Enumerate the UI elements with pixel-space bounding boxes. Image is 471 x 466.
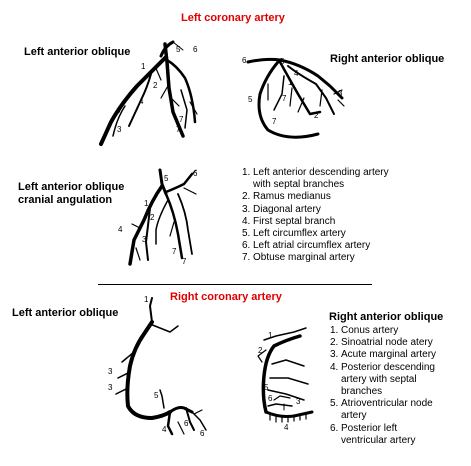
rca-lao-n4: 4: [162, 425, 167, 434]
lca-legend-text: Left anterior descending artery: [253, 167, 389, 178]
rca-rao-n5: 5: [264, 383, 269, 392]
rca-lao-drawing: [104, 292, 224, 442]
lca-lao-n3: 3: [117, 125, 122, 134]
rca-lao-sinoatrial: [150, 324, 178, 332]
lca-legend-num: 1.: [242, 167, 251, 178]
rca-legend-num: 2.: [330, 337, 339, 349]
rca-legend-num: 3.: [330, 349, 339, 361]
lca-legend-num: 5.: [242, 228, 251, 240]
lca-legend-num: 3.: [242, 203, 251, 215]
lca-lao-n2: 2: [153, 81, 158, 90]
lca-cranial-n4: 4: [118, 225, 123, 234]
lca-rao-n5: 5: [280, 57, 285, 66]
lca-lao-cranial-label-line2: cranial angulation: [18, 194, 113, 206]
rca-legend-item: [330, 362, 436, 374]
rca-legend-num: 4.: [330, 361, 339, 373]
lca-lao-cranial-label-line1: Left anterior oblique: [18, 181, 125, 193]
lca-legend-text: Ramus medianus: [253, 191, 331, 203]
rca-legend-item: [330, 337, 436, 349]
rca-legend-item: [330, 374, 436, 386]
lca-lao-n7a: 7: [179, 115, 184, 124]
rca-legend-text: Sinoatrial node atery: [341, 337, 433, 349]
right-coronary-title: Right coronary artery: [170, 291, 282, 303]
section-divider: [98, 284, 372, 285]
lca-lao-label: Left anterior oblique: [24, 46, 131, 58]
lca-legend-item: [242, 167, 389, 179]
rca-legend-text: Acute marginal artery: [341, 349, 437, 361]
lca-cranial-n7b: 7: [182, 257, 187, 266]
lca-legend-text: Obtuse marginal artery: [253, 252, 355, 264]
rca-lao-n6b: 6: [200, 429, 205, 438]
lca-lao-cranial-drawing: [112, 164, 212, 274]
rca-legend-text: branches: [341, 386, 383, 398]
lca-legend-item: [242, 252, 389, 264]
rca-rao-n3: 3: [296, 397, 301, 406]
lca-cranial-n2: 2: [150, 213, 155, 222]
lca-cranial-n7a: 7: [172, 247, 177, 256]
lca-cranial-circumflex: [166, 174, 192, 192]
rca-lao-n1: 1: [144, 295, 149, 304]
rca-legend-num: 5.: [330, 398, 339, 410]
rca-legend-text: artery with septal: [341, 373, 417, 385]
lca-legend-num: 4.: [242, 215, 251, 227]
lca-legend-item: [242, 228, 389, 240]
lca-rao-n1: 1: [288, 78, 293, 87]
lca-cranial-n6: 6: [193, 169, 198, 178]
rca-legend-item: [330, 398, 436, 410]
lca-rao-label: Right anterior oblique: [330, 53, 445, 65]
lca-lao-circumflex: [101, 58, 165, 144]
rca-legend-item: [330, 410, 436, 422]
lca-legend-text: with septal branches: [253, 179, 345, 191]
rca-lao-av-node: [160, 390, 164, 408]
lca-lao-n6: 6: [193, 45, 198, 54]
rca-legend: [330, 325, 436, 447]
rca-lao-n5: 5: [154, 391, 159, 400]
rca-legend-text: Atrioventricular node: [341, 398, 433, 410]
rca-legend-text: Conus artery: [341, 325, 399, 336]
rca-lao-n3b: 3: [108, 383, 113, 392]
rca-legend-text: ventricular artery: [341, 434, 416, 446]
rca-lao-posterior: [170, 408, 192, 413]
lca-lao-n1: 1: [141, 62, 146, 71]
lca-legend-text: First septal branch: [253, 215, 336, 227]
rca-legend-item: [330, 435, 436, 447]
lca-legend: [242, 167, 389, 265]
lca-cranial-n1: 1: [144, 199, 149, 208]
lca-legend-text: Diagonal artery: [253, 203, 321, 215]
lca-legend-num: 6.: [242, 240, 251, 252]
rca-legend-text: artery: [341, 410, 367, 422]
lca-cranial-n3: 3: [142, 235, 147, 244]
lca-legend-num: 2.: [242, 191, 251, 203]
lca-legend-item: [242, 216, 389, 228]
rca-lao-n6a: 6: [184, 419, 189, 428]
lca-cranial-n5: 5: [164, 174, 169, 183]
rca-rao-n4: 4: [284, 423, 289, 432]
rca-legend-item: [330, 325, 436, 337]
rca-legend-text: Posterior left: [341, 422, 398, 434]
rca-rao-n1: 1: [268, 331, 273, 340]
lca-legend-item: [242, 191, 389, 203]
rca-legend-text: Posterior descending: [341, 361, 435, 373]
rca-rao-pda: [266, 412, 312, 417]
rca-rao-drawing: [250, 320, 330, 435]
lca-legend-item: [242, 204, 389, 216]
rca-legend-num: 6.: [330, 422, 339, 434]
lca-legend-num: 7.: [242, 252, 251, 264]
rca-rao-n2: 2: [258, 346, 263, 355]
lca-legend-item: [242, 179, 389, 191]
rca-legend-num: 1.: [330, 325, 339, 336]
lca-rao-n6: 6: [242, 56, 247, 65]
rca-legend-item: [330, 423, 436, 435]
lca-legend-text: Left circumflex artery: [253, 228, 346, 240]
rca-rao-label: Right anterior oblique: [329, 311, 444, 323]
lca-rao-n7b: 7: [272, 117, 277, 126]
lca-legend-item: [242, 240, 389, 252]
rca-lao-n3a: 3: [108, 367, 113, 376]
lca-rao-n2: 2: [314, 111, 319, 120]
lca-lao-cranial-label: [18, 181, 124, 207]
lca-rao-n5b: 5: [248, 95, 253, 104]
lca-legend-text: Left atrial circumflex artery: [253, 240, 371, 252]
lca-rao-numbers: [242, 56, 343, 126]
rca-lao-label: Left anterior oblique: [12, 307, 119, 319]
lca-rao-n7a: 7: [282, 94, 287, 103]
lca-lao-drawing: [95, 40, 205, 150]
lca-rao-n4: 4: [294, 69, 299, 78]
rca-rao-n6: 6: [268, 394, 273, 403]
lca-rao-n3: 3: [338, 89, 343, 98]
rca-lao-conus: [150, 298, 152, 322]
left-coronary-title: Left coronary artery: [181, 12, 285, 24]
lca-rao-drawing: [238, 54, 348, 144]
rca-lao-pda: [168, 412, 172, 434]
lca-lao-n7b: 7: [176, 125, 181, 134]
rca-legend-item: [330, 386, 436, 398]
lca-lao-n5: 5: [176, 45, 181, 54]
lca-lao-n4: 4: [139, 97, 144, 106]
rca-legend-item: [330, 349, 436, 361]
